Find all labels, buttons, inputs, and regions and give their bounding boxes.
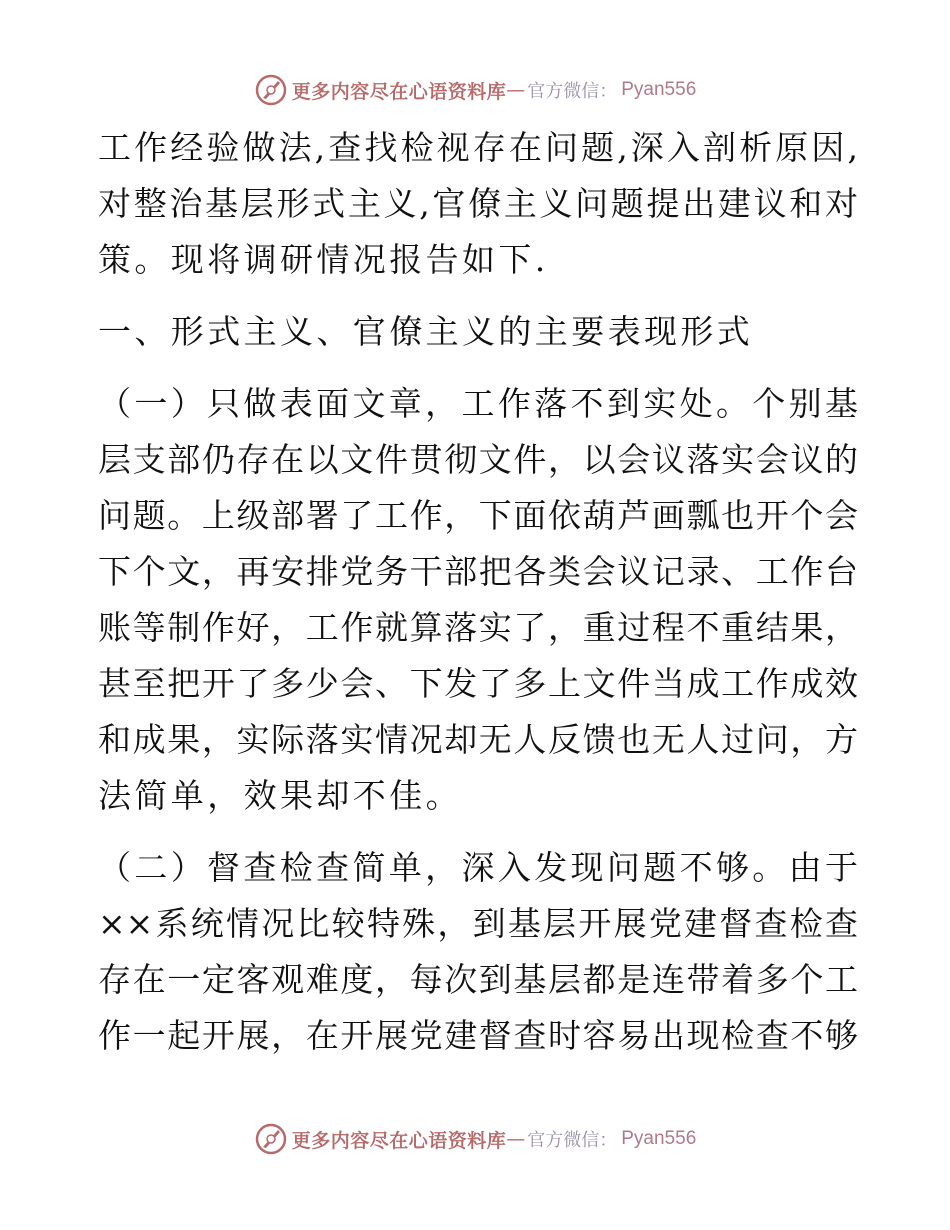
text-line: 作一起开展，在开展党建督查时容易出现检查不够 bbox=[98, 1016, 858, 1055]
watermark-official-label: 官方微信： bbox=[527, 1130, 618, 1151]
paragraph-intro bbox=[98, 120, 858, 288]
watermark-separator: — bbox=[506, 79, 526, 101]
watermark-slogan: 更多内容尽在心语资料库 bbox=[291, 1129, 507, 1152]
watermark-slogan: 更多内容尽在心语资料库 bbox=[291, 80, 507, 103]
document-body bbox=[98, 120, 858, 1064]
text-line: 法简单，效果却不佳。 bbox=[98, 776, 462, 815]
paragraph-subsection-2 bbox=[98, 840, 858, 1064]
watermark-account: Pyan556 bbox=[621, 1128, 697, 1149]
text-line: 层支部仍存在以文件贯彻文件，以会议落实会议的 bbox=[98, 440, 858, 479]
text-line: 工作经验做法,查找检视存在问题,深入剖析原因, bbox=[98, 128, 858, 167]
paragraph-subsection-1 bbox=[98, 376, 858, 824]
heading-line: 一、形式主义、官僚主义的主要表现形式 bbox=[98, 312, 754, 351]
quill-circle-logo-icon bbox=[254, 1122, 288, 1156]
watermark-official-label: 官方微信： bbox=[527, 81, 618, 102]
text-line: 下个文，再安排党务干部把各类会议记录、工作台 bbox=[98, 552, 858, 591]
text-line: 对整治基层形式主义,官僚主义问题提出建议和对 bbox=[98, 184, 858, 223]
watermark-account: Pyan556 bbox=[621, 79, 697, 100]
text-line: 问题。上级部署了工作，下面依葫芦画瓢也开个会 bbox=[98, 496, 858, 535]
text-line: （一）只做表面文章，工作落不到实处。个别基 bbox=[98, 384, 858, 423]
section-heading bbox=[98, 304, 858, 360]
text-line: ××系统情况比较特殊，到基层开展党建督查检查 bbox=[98, 904, 858, 943]
text-line: 和成果，实际落实情况却无人反馈也无人过问，方 bbox=[98, 720, 858, 759]
footer-watermark bbox=[0, 1119, 950, 1159]
quill-circle-logo-icon bbox=[254, 73, 288, 107]
watermark-separator: — bbox=[506, 1128, 526, 1150]
header-watermark bbox=[0, 70, 950, 110]
text-line: 甚至把开了多少会、下发了多上文件当成工作成效 bbox=[98, 664, 858, 703]
text-line: （二）督查检查简单，深入发现问题不够。由于 bbox=[98, 848, 858, 887]
text-line: 存在一定客观难度，每次到基层都是连带着多个工 bbox=[98, 960, 858, 999]
text-line: 策。现将调研情况报告如下. bbox=[98, 240, 549, 279]
text-line: 账等制作好，工作就算落实了，重过程不重结果， bbox=[98, 608, 858, 647]
